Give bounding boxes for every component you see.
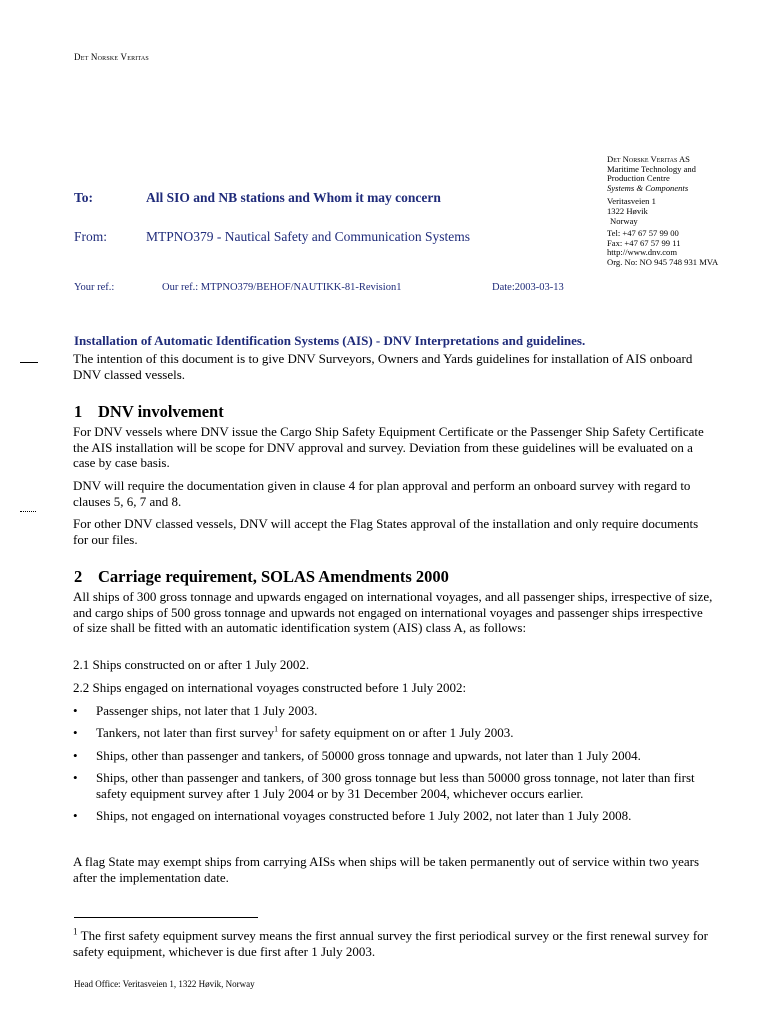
list-item-text: Ships, other than passenger and tankers, of 50000 gross tonnage and upwards, not later than 1 July 2004.	[96, 748, 641, 763]
org-country: Norway	[610, 215, 638, 226]
list-item-text: Ships, other than passenger and tankers, of 300 gross tonnage but less than 50000 gross tonnage, not later than first safety equipment survey after 1 July 2004 or by 31 December 2004, whichever occurs earlier.	[96, 770, 695, 801]
to-value: All SIO and NB stations and Whom it may concern	[146, 190, 441, 205]
org-fax: Fax: +47 67 57 99 11	[607, 237, 681, 248]
header-company: Det Norske Veritas	[74, 52, 149, 62]
list-item-text-post: for safety equipment on or after 1 July 2003.	[278, 725, 514, 740]
section-1-paragraph-2: DNV will require the documentation given in clause 4 for plan approval and perform an onboard survey with regard to clauses 5, 6, 7 and 8.	[73, 478, 691, 509]
section-2-paragraph-3: 2.2 Ships engaged on international voyages constructed before 1 July 2002:	[73, 680, 467, 695]
subject-line: Installation of Automatic Identification Systems (AIS) - DNV Interpretations and guidelines.	[74, 333, 586, 348]
from-label: From:	[74, 229, 108, 244]
bullet-dot: •	[73, 748, 78, 763]
footnote-separator	[74, 917, 258, 918]
our-ref: Our ref.: MTPNO379/BEHOF/NAUTIKK-81-Revision1	[162, 282, 402, 293]
org-department: Systems & Components	[607, 182, 689, 193]
section-2-paragraph-1: All ships of 300 gross tonnage and upwards engaged on international voyages, and all passenger ships, irrespective of size, and cargo ships of 500 gross tonnage and upwards not engaged on international voyages and passenger ships irrespective of size shall be fitted with an automatic identification system (AIS) class A, as follows:	[73, 589, 713, 635]
org-division-2: Production Centre	[607, 173, 670, 184]
change-bar-dotted	[20, 511, 36, 512]
org-tel: Tel: +47 67 57 99 00	[607, 228, 679, 239]
section-2-heading	[74, 567, 449, 587]
footnote-marker: 1	[73, 926, 78, 937]
to-label: To:	[74, 190, 94, 205]
org-city: 1322 Høvik	[607, 205, 648, 216]
bullet-dot: •	[73, 808, 78, 823]
section-1-paragraph-1: For DNV vessels where DNV issue the Cargo Ship Safety Equipment Certificate or the Passenger Ship Safety Certificate the AIS installation will be scope for DNV approval and survey. Deviation from these guidelines will be evaluated on a case by case basis.	[73, 424, 704, 470]
section-2-paragraph-2: 2.1 Ships constructed on or after 1 July 2002.	[73, 657, 310, 672]
org-company: Det Norske Veritas AS	[607, 154, 690, 164]
footnote-ref[interactable]: 1	[274, 724, 279, 734]
org-street: Veritasveien 1	[607, 196, 656, 207]
date: Date:2003-03-13	[492, 282, 564, 293]
bullet-dot: •	[73, 770, 78, 785]
bullet-dot: •	[73, 725, 78, 740]
section-2-title: Carriage requirement, SOLAS Amendments 2000	[98, 567, 449, 586]
org-number: Org. No: NO 945 748 931 MVA	[607, 256, 719, 267]
section-1-number: 1	[74, 402, 83, 421]
your-ref: Your ref.:	[74, 282, 115, 293]
list-item-text	[96, 725, 713, 741]
section-1-paragraph-3: For other DNV classed vessels, DNV will accept the Flag States approval of the installation and only require documents for our files.	[73, 516, 699, 547]
section-1-heading	[74, 402, 224, 422]
section-2-number: 2	[74, 567, 83, 586]
org-division-1: Maritime Technology and	[607, 163, 696, 174]
list-item-text-pre: Tankers, not later than first survey	[96, 725, 275, 740]
from-value: MTPNO379 - Nautical Safety and Communication Systems	[146, 229, 470, 244]
list-item-text: Ships, not engaged on international voyages constructed before 1 July 2002, not later than 1 July 2008.	[96, 808, 632, 823]
change-bar	[20, 362, 38, 363]
section-2-paragraph-4: A flag State may exempt ships from carrying AISs when ships will be taken permanently out of service within two years after the implementation date.	[73, 854, 700, 885]
org-web-link[interactable]: http://www.dnv.com	[607, 247, 678, 258]
page-footer: Head Office: Veritasveien 1, 1322 Høvik, Norway	[74, 979, 255, 989]
org-address-block	[607, 155, 757, 268]
section-1-title: DNV involvement	[98, 402, 224, 421]
footnote	[73, 928, 708, 959]
intro-paragraph: The intention of this document is to give DNV Surveyors, Owners and Yards guidelines for installation of AIS onboard DNV classed vessels.	[73, 351, 693, 382]
list-item-text: Passenger ships, not later that 1 July 2003.	[96, 703, 318, 718]
bullet-dot: •	[73, 703, 78, 718]
footnote-text: The first safety equipment survey means the first annual survey the first periodical survey or the first renewal survey for safety equipment, whichever is due first after 1 July 2003.	[73, 928, 708, 959]
